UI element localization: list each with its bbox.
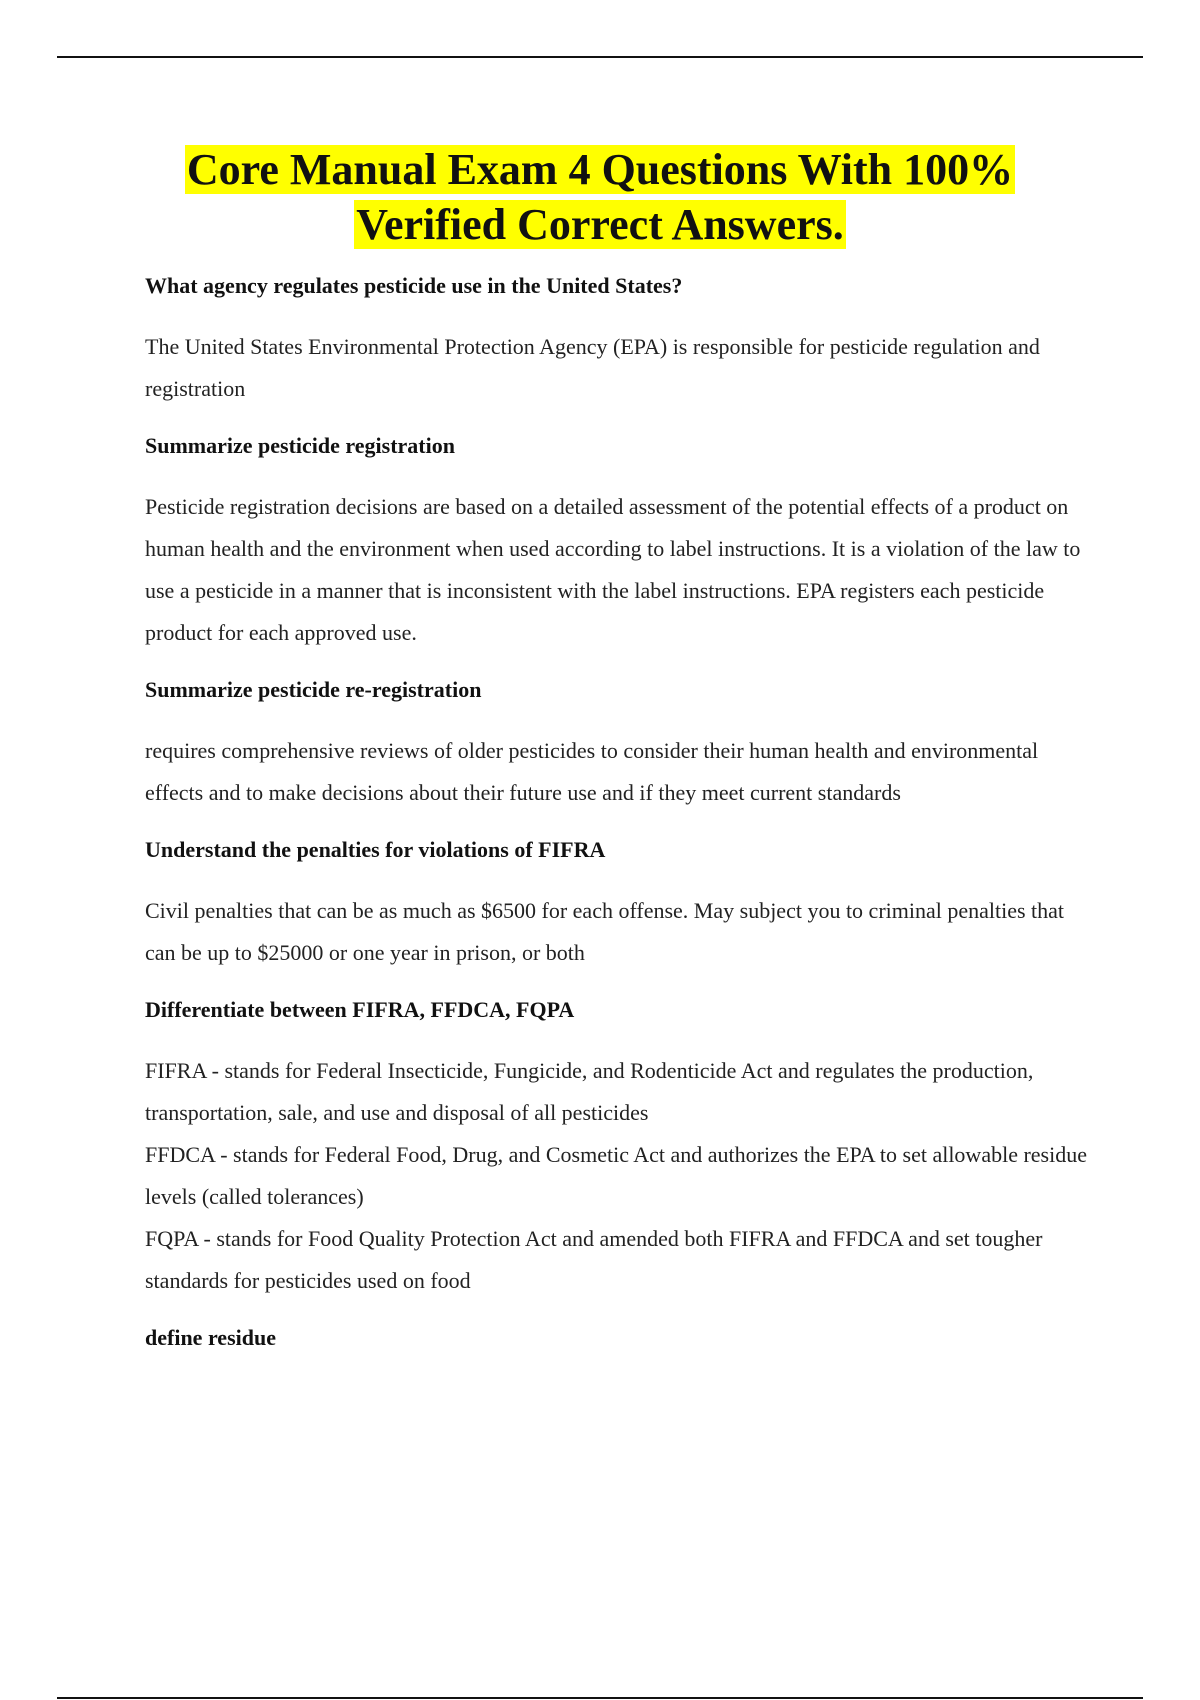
question-5: Differentiate between FIFRA, FFDCA, FQPA	[145, 997, 575, 1022]
question-6: define residue	[145, 1325, 276, 1350]
qa-list	[145, 268, 1090, 1378]
question-4: Understand the penalties for violations of FIFRA	[145, 837, 606, 862]
title-line-2: Verified Correct Answers.	[356, 200, 844, 249]
bottom-rule	[57, 1697, 1143, 1699]
document-title	[0, 142, 1200, 252]
answer-3: requires comprehensive reviews of older pesticides to consider their human health and environmental effects and to make decisions about their future use and if they meet current standards	[145, 738, 1039, 805]
title-line-1: Core Manual Exam 4 Questions With 100%	[186, 145, 1014, 194]
question-2: Summarize pesticide registration	[145, 433, 455, 458]
answer-4: Civil penalties that can be as much as $6500 for each offense. May subject you to criminal penalties that can be up to $25000 or one year in prison, or both	[145, 898, 1065, 965]
answer-1: The United States Environmental Protection Agency (EPA) is responsible for pesticide regulation and registration	[145, 334, 1040, 401]
answer-5-fifra: FIFRA - stands for Federal Insecticide, Fungicide, and Rodenticide Act and regulates the production, transportation, sale, and use and disposal of all pesticides	[145, 1058, 1034, 1125]
question-1: What agency regulates pesticide use in the United States?	[145, 273, 683, 298]
question-3: Summarize pesticide re-registration	[145, 677, 482, 702]
answer-5-ffdca: FFDCA - stands for Federal Food, Drug, and Cosmetic Act and authorizes the EPA to set allowable residue levels (called tolerances)	[145, 1142, 1087, 1209]
answer-5-fqpa: FQPA - stands for Food Quality Protection Act and amended both FIFRA and FFDCA and set tougher standards for pesticides used on food	[145, 1226, 1043, 1293]
answer-2: Pesticide registration decisions are based on a detailed assessment of the potential effects of a product on human health and the environment when used according to label instructions. It is a violation of the law to use a pesticide in a manner that is inconsistent with the label instructions. EPA registers each pesticide product for each approved use.	[145, 494, 1081, 645]
answer-5	[145, 1050, 1090, 1302]
top-rule	[57, 56, 1143, 58]
